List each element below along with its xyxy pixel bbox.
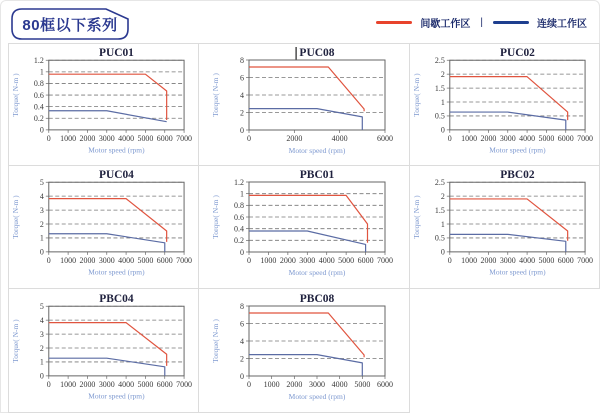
x-tick-label: 0 (247, 133, 251, 143)
intermittent-zone-line (249, 313, 364, 357)
empty-cell (410, 289, 600, 413)
y-tick-label: 2.5 (434, 55, 445, 65)
x-tick-label: 2000 (79, 133, 96, 143)
y-tick-label: 0.8 (33, 78, 44, 88)
x-tick-label: 7000 (176, 379, 193, 389)
y-tick-label: 2 (39, 343, 44, 353)
x-tick-label: 5000 (137, 379, 154, 389)
y-tick-label: 1 (240, 189, 244, 199)
chart-panel-puc04 (8, 166, 199, 289)
y-tick-label: 8 (240, 301, 244, 311)
continuous-zone-line (450, 112, 566, 130)
x-tick-label: 0 (247, 379, 251, 389)
x-tick-label: 1000 (60, 379, 77, 389)
x-tick-label: 3000 (499, 255, 516, 265)
x-axis-label: Motor speed (rpm) (288, 145, 346, 155)
y-tick-label: 1 (39, 67, 44, 77)
y-tick-label: 1 (39, 233, 44, 243)
chart-title: PUC04 (98, 169, 134, 182)
y-tick-label: 1.5 (434, 83, 445, 93)
x-axis-label: Motor speed (rpm) (489, 145, 546, 155)
x-tick-label: 7000 (377, 256, 393, 265)
x-axis-label: Motor speed (rpm) (489, 267, 546, 277)
x-axis-label: Motor speed (rpm) (288, 391, 346, 401)
x-tick-label: 6000 (357, 256, 374, 265)
x-axis-label: Motor speed (rpm) (88, 267, 145, 277)
x-tick-label: 2000 (79, 255, 96, 265)
x-tick-label: 4000 (318, 256, 335, 265)
y-tick-label: 0 (440, 125, 445, 135)
y-tick-label: 0 (39, 371, 44, 381)
x-tick-label: 1000 (461, 133, 478, 143)
x-tick-label: 4000 (519, 133, 536, 143)
x-tick-label: 7000 (577, 255, 594, 265)
x-tick-label: 5000 (538, 133, 555, 143)
chart-panel-puc01 (8, 43, 199, 166)
y-tick-label: 0 (240, 247, 244, 257)
y-tick-label: 4 (240, 90, 244, 100)
chart-title: PBC08 (299, 292, 335, 305)
x-tick-label: 2000 (480, 255, 497, 265)
chart-PBC02 (410, 166, 599, 288)
chart-PUC04 (9, 166, 198, 288)
x-tick-label: 6000 (557, 255, 574, 265)
x-tick-label: 5000 (137, 133, 154, 143)
y-tick-label: 1 (440, 97, 445, 107)
x-tick-label: 3000 (499, 133, 516, 143)
x-axis-label: Motor speed (rpm) (88, 145, 145, 155)
y-tick-label: 2 (240, 107, 244, 117)
x-tick-label: 0 (247, 256, 251, 265)
x-tick-label: 3000 (299, 256, 316, 265)
chart-PUC02 (410, 44, 599, 166)
y-axis-label: Torque( N-m ) (10, 195, 20, 239)
continuous-zone-line (450, 234, 566, 252)
continuous-zone-label: 连续工作区 (537, 18, 587, 30)
y-axis-label: Torque( N-m ) (411, 195, 421, 239)
plot-border (49, 182, 184, 252)
y-tick-label: 4 (39, 315, 44, 325)
x-tick-label: 0 (447, 255, 452, 265)
chart-PUC01 (9, 44, 198, 166)
y-tick-label: 3 (39, 329, 44, 339)
y-tick-label: 0.2 (234, 236, 244, 246)
x-tick-label: 0 (447, 133, 452, 143)
y-tick-label: 0 (39, 247, 44, 257)
chart-panel-pbc01 (199, 166, 410, 289)
x-tick-label: 6000 (377, 379, 393, 389)
x-tick-label: 5000 (538, 255, 555, 265)
x-tick-label: 1000 (461, 255, 478, 265)
x-tick-label: 1000 (263, 379, 280, 389)
y-tick-label: 3 (39, 205, 44, 215)
page-title: 80框以下系列 (22, 16, 118, 34)
y-tick-label: 2.5 (434, 178, 445, 188)
x-tick-label: 7000 (176, 133, 193, 143)
x-tick-label: 0 (46, 379, 51, 389)
x-tick-label: 2000 (286, 379, 303, 389)
y-tick-label: 0.4 (234, 224, 244, 234)
y-tick-label: 2 (39, 219, 44, 229)
x-tick-label: 2000 (286, 133, 303, 143)
chart-panel-puc08 (199, 43, 410, 166)
continuous-zone-line (249, 108, 362, 129)
y-tick-label: 6 (240, 72, 244, 82)
y-tick-label: 1 (440, 219, 445, 229)
x-tick-label: 1000 (60, 255, 77, 265)
y-tick-label: 5 (39, 178, 44, 188)
x-tick-label: 1000 (60, 133, 77, 143)
x-tick-label: 2000 (279, 256, 296, 265)
y-axis-label: Torque( N-m ) (211, 195, 220, 239)
y-tick-label: 0.5 (434, 233, 445, 243)
y-axis-label: Torque( N-m ) (411, 72, 421, 117)
y-tick-label: 6 (240, 318, 244, 328)
series-title-box (11, 8, 129, 40)
y-tick-label: 1.5 (434, 205, 445, 215)
y-tick-label: 0.2 (33, 113, 44, 123)
chart-title: PBC02 (500, 169, 535, 182)
intermittent-zone-line (249, 195, 368, 242)
plot-border (49, 306, 184, 376)
y-tick-label: 2 (440, 69, 445, 79)
x-tick-label: 3000 (309, 379, 325, 389)
x-tick-label: 6000 (156, 133, 173, 143)
chart-grid (8, 43, 600, 413)
x-tick-label: 5000 (338, 256, 355, 265)
intermittent-zone-swatch (376, 21, 412, 24)
y-tick-label: 4 (240, 336, 244, 346)
chart-panel-pbc04 (8, 289, 199, 413)
intermittent-zone-line (450, 76, 568, 119)
x-tick-label: 6000 (156, 255, 173, 265)
page-header (1, 1, 600, 43)
y-axis-label: Torque( N-m ) (10, 72, 20, 117)
x-tick-label: 4000 (331, 133, 348, 143)
chart-title: PUC01 (98, 46, 134, 59)
y-axis-label: Torque( N-m ) (10, 318, 20, 363)
y-tick-label: 8 (240, 55, 244, 65)
x-tick-label: 7000 (176, 255, 193, 265)
y-tick-label: 5 (39, 301, 44, 311)
chart-panel-puc02 (410, 43, 600, 166)
x-tick-label: 4000 (519, 255, 536, 265)
x-tick-label: 6000 (156, 379, 173, 389)
chart-PUC08 (209, 44, 399, 166)
x-tick-label: 7000 (577, 133, 594, 143)
x-tick-label: 4000 (331, 379, 348, 389)
y-tick-label: 2 (240, 353, 244, 363)
legend (376, 15, 587, 29)
y-axis-label: Torque( N-m ) (211, 318, 220, 363)
y-tick-label: 0.6 (33, 90, 44, 100)
chart-PBC01 (209, 166, 399, 288)
x-tick-label: 0 (46, 133, 51, 143)
x-tick-label: 4000 (118, 379, 135, 389)
intermittent-zone-line (49, 322, 167, 365)
continuous-zone-swatch (493, 21, 529, 24)
x-tick-label: 2000 (480, 133, 497, 143)
chart-title: PBC01 (299, 169, 335, 181)
chart-PBC08 (209, 290, 399, 412)
legend-separator: | (480, 16, 483, 28)
chart-panel-pbc02 (410, 166, 600, 289)
continuous-zone-line (249, 231, 366, 252)
x-tick-label: 6000 (557, 133, 574, 143)
chart-title: PBC04 (99, 292, 134, 305)
y-axis-label: Torque( N-m ) (211, 72, 220, 117)
x-tick-label: 4000 (118, 133, 135, 143)
y-tick-label: 4 (39, 191, 44, 201)
x-tick-label: 6000 (377, 133, 393, 143)
continuous-zone-line (49, 358, 165, 376)
x-tick-label: 5000 (137, 255, 154, 265)
x-tick-label: 3000 (98, 379, 115, 389)
x-tick-label: 0 (46, 255, 51, 265)
y-tick-label: 0 (240, 125, 244, 135)
x-tick-label: 3000 (98, 255, 115, 265)
x-tick-label: 3000 (98, 133, 115, 143)
chart-title: PUC08 (299, 46, 335, 59)
y-tick-label: 0.4 (33, 101, 44, 111)
y-tick-label: 0 (39, 125, 44, 135)
x-tick-label: 4000 (118, 255, 135, 265)
y-tick-label: 0 (440, 247, 445, 257)
y-tick-label: 0.6 (234, 212, 244, 222)
x-tick-label: 5000 (354, 379, 371, 389)
y-tick-label: 1.2 (234, 177, 244, 187)
x-tick-label: 2000 (79, 379, 96, 389)
y-tick-label: 1 (39, 357, 44, 367)
y-tick-label: 0.5 (434, 111, 445, 121)
intermittent-zone-line (49, 199, 167, 242)
continuous-zone-line (249, 354, 362, 375)
chart-panel-pbc08 (199, 289, 410, 413)
y-tick-label: 2 (440, 191, 445, 201)
text-caret (296, 47, 297, 60)
x-tick-label: 1000 (260, 256, 277, 265)
y-tick-label: 0 (240, 371, 244, 381)
x-axis-label: Motor speed (rpm) (288, 268, 346, 277)
intermittent-zone-line (249, 67, 364, 111)
y-tick-label: 1.2 (33, 55, 44, 65)
continuous-zone-line (49, 110, 167, 121)
x-axis-label: Motor speed (rpm) (88, 391, 145, 401)
chart-title: PUC02 (499, 46, 535, 59)
continuous-zone-line (49, 234, 165, 252)
chart-PBC04 (9, 290, 198, 412)
intermittent-zone-label: 间歇工作区 (420, 18, 471, 30)
intermittent-zone-line (49, 74, 167, 120)
y-tick-label: 0.8 (234, 201, 244, 211)
